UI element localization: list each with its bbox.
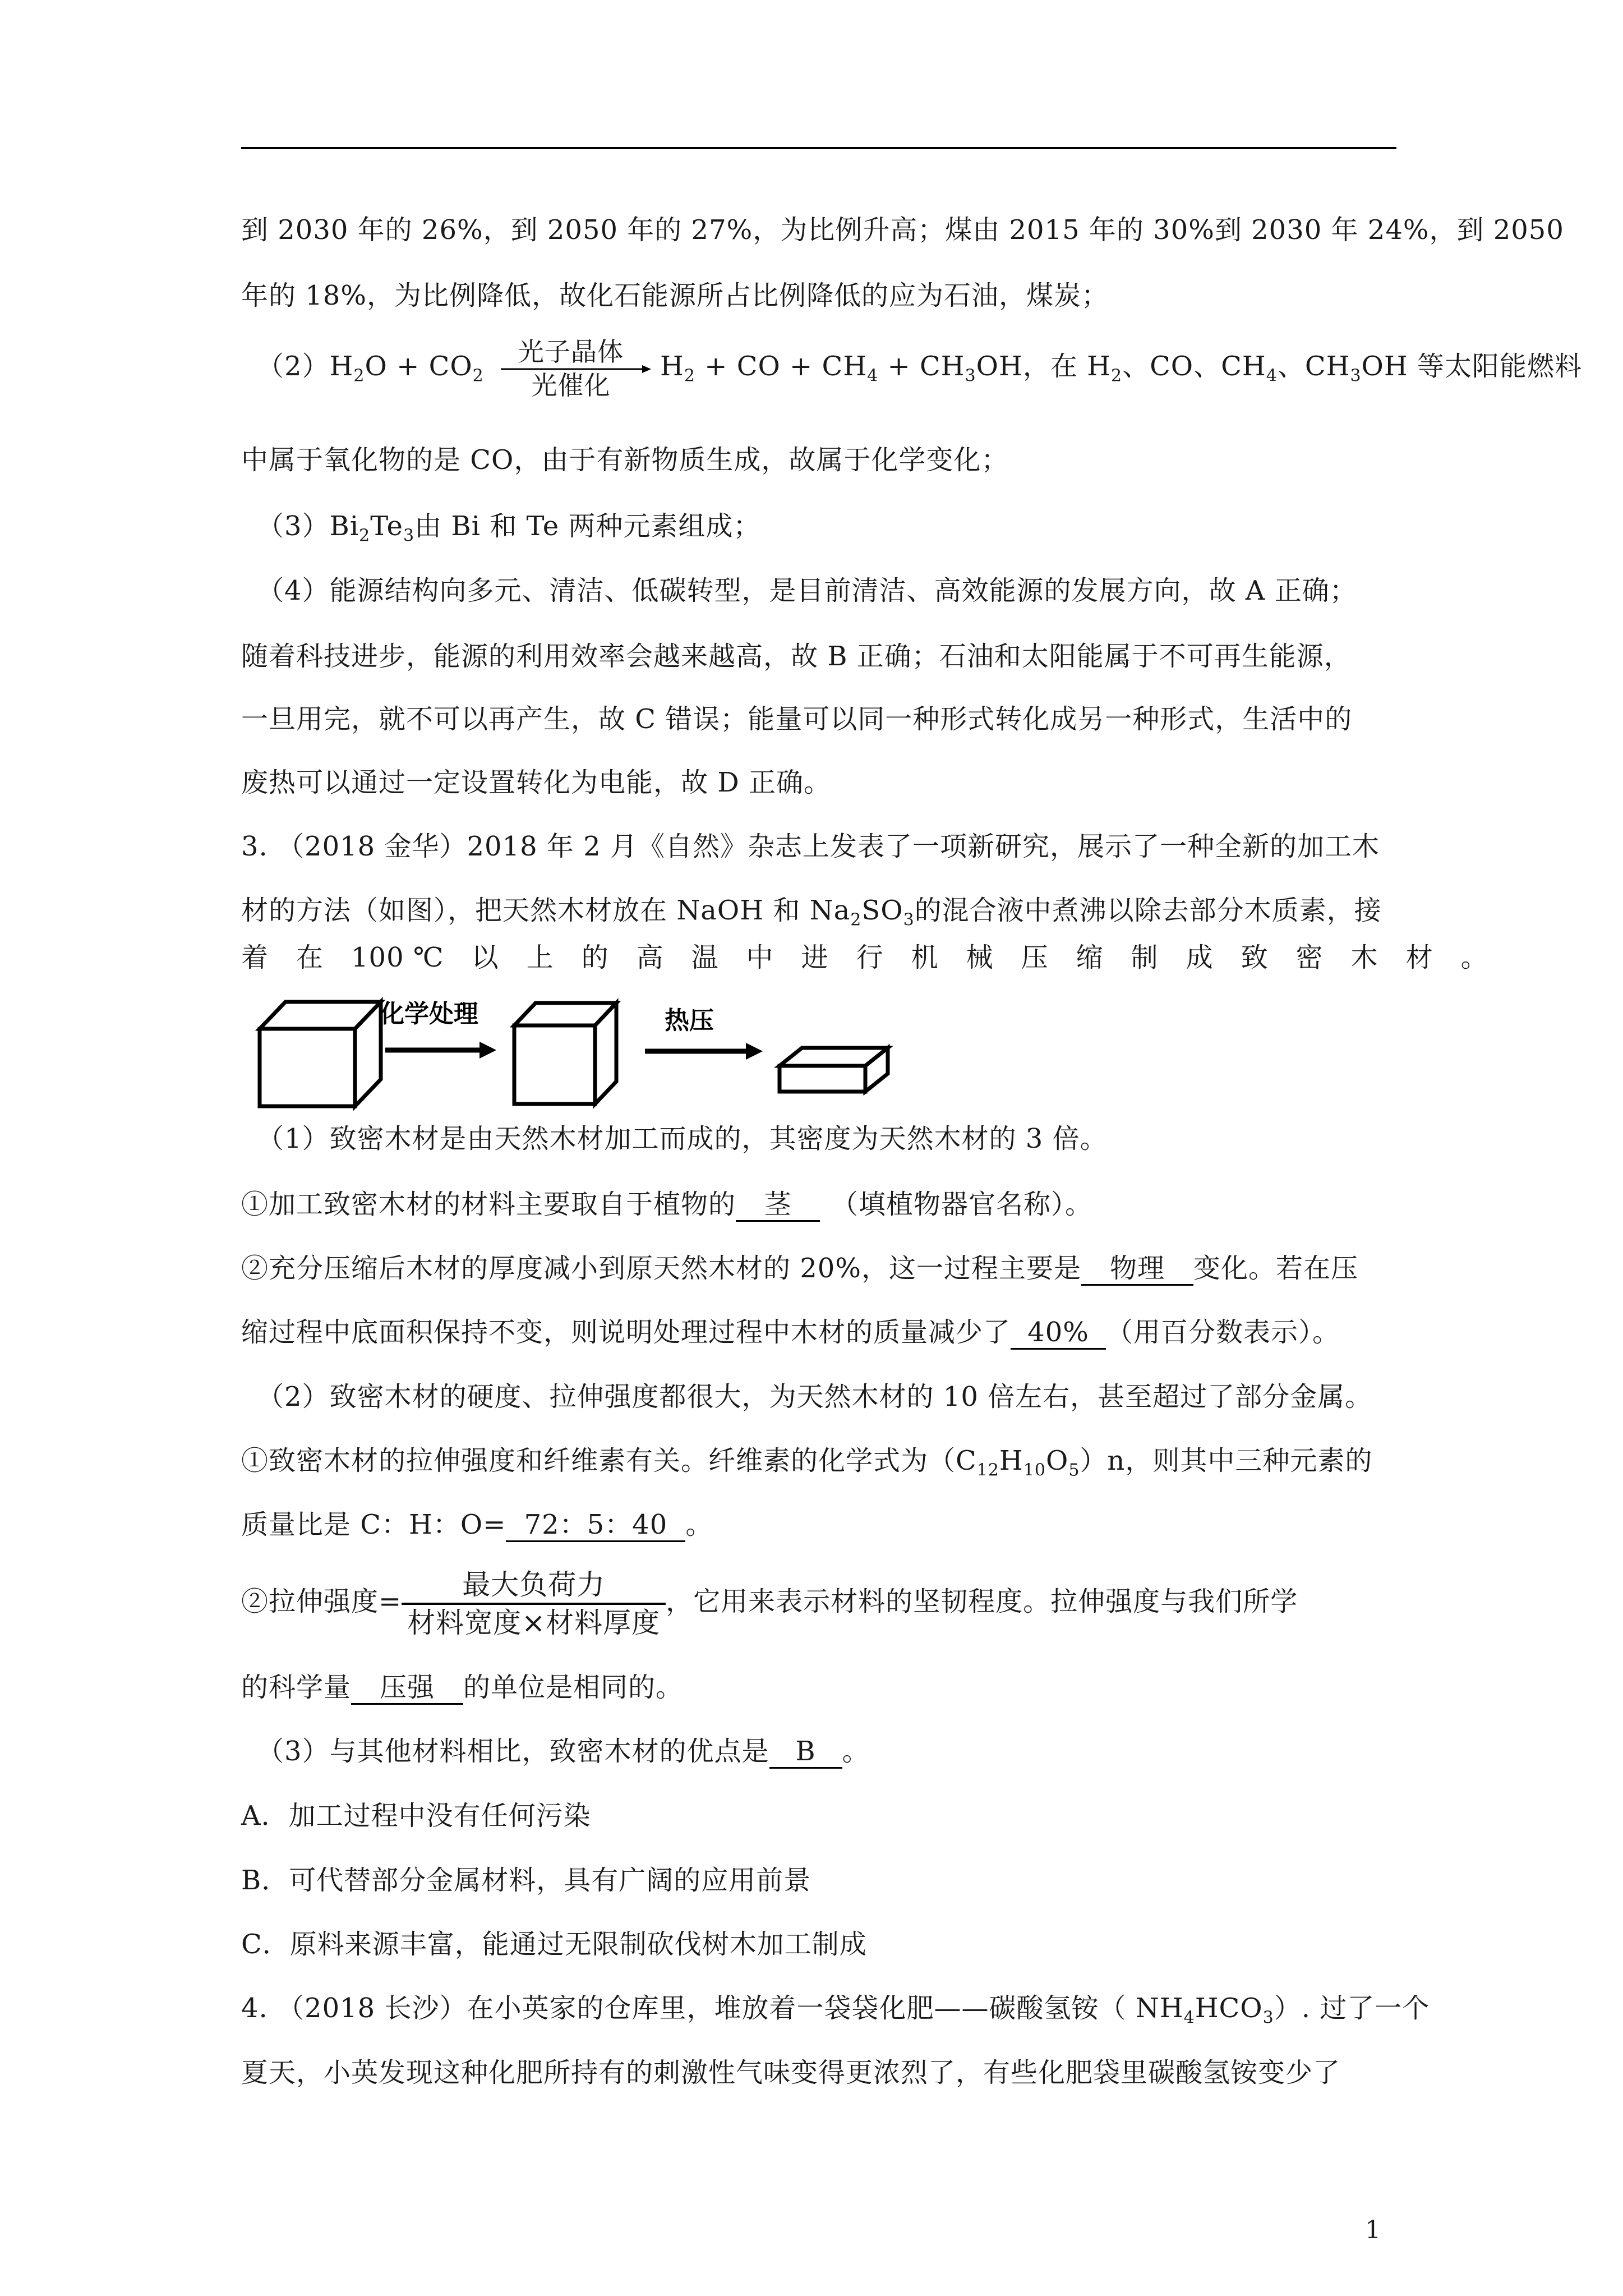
text-span: 、CH [1277,351,1350,382]
text-span: + CO + CH [695,351,868,382]
text-span: 由 Bi 和 Te 两种元素组成； [414,510,761,542]
page-number: 1 [1365,2216,1381,2244]
text-line [241,1444,1372,1488]
text-line: 废热可以通过一定设置转化为电能，故 D 正确。 [241,767,832,798]
subscript: 2 [472,366,484,386]
question-heading [241,1991,1430,2035]
text-line [241,1508,713,1542]
header-rule [241,147,1396,149]
subscript: 2 [359,526,371,546]
treated-wood-block [514,1003,616,1104]
text-line [257,1734,870,1769]
text-line: 着 在 100 ℃ 以 上 的 高 温 中 进 行 机 械 压 缩 制 成 致 密 木 材 。 [241,942,1488,973]
natural-wood-block [260,1002,381,1106]
subscript: 4 [867,366,879,386]
subscript: 3 [965,366,976,386]
text-line: 年的 18%，为比例降低，故化石能源所占比例降低的应为石油，煤炭； [241,280,1109,311]
arrow-head-icon [746,1043,763,1060]
text-span: ①加工致密木材的材料主要取自于植物的 [241,1189,736,1220]
option-c: C．原料来源丰富，能通过无限制砍伐树木加工制成 [241,1929,867,1960]
text-span: ）n，则其中三种元素的 [1080,1445,1373,1476]
subscript: 2 [1110,366,1123,386]
question-heading: 3. （2018 金华）2018 年 2 月《自然》杂志上发表了一项新研究，展示了一种全新的加工木 [241,831,1380,862]
text-line: （4）能源结构向多元、清洁、低碳转型，是目前清洁、高效能源的发展方向，故 A 正确； [257,575,1357,606]
text-span: OH，在 H [976,351,1111,382]
subscript: 4 [1183,2008,1195,2028]
arrow-condition-bottom: 光催化 [531,370,611,401]
text-line [241,1188,1092,1222]
subscript: 12 [976,1460,999,1480]
equation-line [257,335,1582,407]
text-span: ②充分压缩后木材的厚度减小到原天然木材的 20%，这一过程主要是 [241,1253,1081,1284]
text-span: O [1045,1445,1069,1476]
text-span: （3）Bi [257,510,359,542]
text-line: 夏天，小英发现这种化肥所持有的刺激性气味变得更浓烈了，有些化肥袋里碳酸氢铵变少了 [241,2057,1341,2088]
text-span: SO [861,895,903,926]
text-line: （1）致密木材是由天然木材加工而成的，其密度为天然木材的 3 倍。 [257,1123,1108,1154]
text-line: 到 2030 年的 26%，到 2050 年的 27%，为比例升高；煤由 2015 年的 30%到 2030 年 24%，到 2050 [241,214,1564,246]
subscript: 3 [1262,2008,1274,2028]
formula-numerator: 最大负荷力 [402,1567,666,1605]
text-span: 的单位是相同的。 [463,1672,684,1703]
text-line [241,894,1382,937]
answer-blank: 40% [1011,1317,1106,1350]
text-span: 的混合液中煮沸以除去部分木质素，接 [914,895,1382,926]
text-line: 一旦用完，就不可以再产生，故 C 错误；能量可以同一种形式转化成另一种形式，生活中的 [241,703,1353,735]
wood-process-figure [255,994,900,1112]
text-span: （用百分数表示）。 [1106,1317,1340,1348]
wood-process-diagram [255,994,900,1114]
formula-line [241,1559,1298,1644]
text-span: 的科学量 [241,1672,352,1703]
subscript: 3 [1350,366,1362,386]
step-chemical-treatment-label: 化学处理 [380,1000,478,1028]
text-span: 缩过程中底面积保持不变，则说明处理过程中木材的质量减少了 [241,1317,1011,1348]
text-span: HCO [1195,1993,1263,2024]
dense-wood-block [780,1048,888,1092]
text-span: 。 [842,1736,870,1767]
text-span: ）. 过了一个 [1274,1993,1430,2024]
tensile-strength-formula [402,1567,666,1641]
text-line [241,1251,1358,1286]
text-span: 4. （2018 长沙）在小英家的仓库里，堆放着一袋袋化肥——碳酸氢铵（ NH [241,1993,1184,2024]
subscript: 3 [403,526,415,546]
text-line: 中属于氧化物的是 CO，由于有新物质生成，故属于化学变化； [241,444,1009,476]
text-line [257,509,760,553]
text-span: 。 [685,1509,713,1540]
step-hot-press-label: 热压 [665,1006,714,1035]
answer-blank: B [769,1736,842,1769]
subscript: 2 [353,366,365,386]
text-span: ①致密木材的拉伸强度和纤维素有关。纤维素的化学式为（C [241,1445,977,1476]
text-line [241,1671,683,1705]
text-span: H [999,1445,1023,1476]
subscript: 4 [1266,366,1278,386]
text-span: H [660,351,684,382]
text-span: 材的方法（如图），把天然木材放在 NaOH 和 Na [241,895,851,926]
text-span: O + CO [365,351,473,382]
answer-blank: 茎 [736,1189,820,1222]
subscript: 5 [1068,1460,1080,1480]
text-span: （3）与其他材料相比，致密木材的优点是 [257,1736,769,1767]
arrow-head-icon [479,1042,496,1059]
text-span: ，它用来表示材料的坚韧程度。拉伸强度与我们所学 [666,1586,1298,1617]
text-span: Te [370,510,403,542]
text-span: ②拉伸强度= [241,1586,402,1617]
subscript: 2 [850,910,862,930]
text-line: （2）致密木材的硬度、拉伸强度都很大，为天然木材的 10 倍左右，甚至超过了部分金属。 [257,1381,1373,1412]
formula-denominator: 材料宽度×材料厚度 [407,1606,661,1639]
text-span: OH 等太阳能燃料 [1361,351,1583,382]
option-a: A．加工过程中没有任何污染 [241,1800,591,1832]
text-line [241,1315,1340,1350]
reaction-arrow [501,338,652,399]
text-span: （填植物器官名称）。 [831,1189,1093,1220]
answer-blank: 物理 [1081,1253,1193,1286]
text-line: 随着科技进步，能源的利用效率会越来越高，故 B 正确；石油和太阳能属于不可再生能源， [241,641,1352,672]
text-span: 变化。若在压 [1193,1253,1358,1284]
answer-blank: 压强 [351,1672,463,1705]
text-span: 、CO、CH [1122,351,1266,382]
subscript: 10 [1023,1460,1046,1480]
text-span: （2）H [257,351,354,382]
option-b: B．可代替部分金属材料，具有广阔的应用前景 [241,1865,811,1896]
arrow-condition-top: 光子晶体 [518,336,624,367]
text-span: 质量比是 C：H：O= [241,1509,506,1540]
subscript: 3 [903,910,915,930]
subscript: 2 [684,366,695,386]
text-span: + CH [878,351,965,382]
answer-blank: 72：5：40 [506,1509,685,1542]
